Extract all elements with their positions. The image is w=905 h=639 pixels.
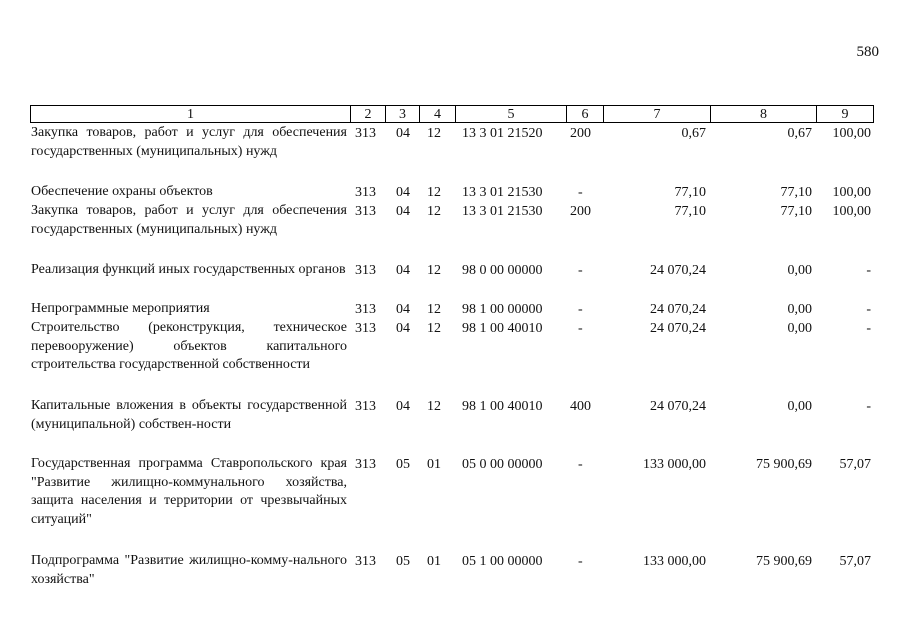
row-c2: 313 (355, 399, 376, 414)
row-c9: 57,07 (839, 457, 871, 472)
row-c7: 133 000,00 (643, 554, 706, 569)
row-c4: 12 (427, 185, 441, 200)
row-c6: 200 (570, 126, 591, 141)
row-c9: - (866, 399, 871, 414)
row-c2: 313 (355, 554, 376, 569)
row-c8: 75 900,69 (756, 554, 812, 569)
row-c9: - (866, 302, 871, 317)
row-c4: 01 (427, 554, 441, 569)
row-c4: 12 (427, 321, 441, 336)
row-c7: 133 000,00 (643, 457, 706, 472)
row-c9: 100,00 (832, 126, 871, 141)
row-c4: 12 (427, 204, 441, 219)
row-c7: 77,10 (674, 185, 706, 200)
row-c6: - (578, 302, 583, 317)
row-c3: 05 (396, 457, 410, 472)
row-c8: 0,67 (787, 126, 812, 141)
row-c2: 313 (355, 185, 376, 200)
row-c8: 0,00 (787, 302, 812, 317)
row-c4: 12 (427, 302, 441, 317)
header-cell-2: 2 (350, 105, 385, 123)
row-c3: 04 (396, 204, 410, 219)
row-c6: - (578, 457, 583, 472)
row-name: Закупка товаров, работ и услуг для обеспечения государственных (муниципальных) нужд (31, 203, 347, 237)
row-c9: 100,00 (832, 185, 871, 200)
row-c9: - (866, 321, 871, 336)
row-c7: 24 070,24 (650, 399, 706, 414)
row-c4: 01 (427, 457, 441, 472)
row-c8: 0,00 (787, 321, 812, 336)
header-cell-3: 3 (385, 105, 419, 123)
row-c3: 05 (396, 554, 410, 569)
row-name: Подпрограмма "Развитие жилищно-комму-нального хозяйства" (31, 553, 347, 587)
row-c5: 05 0 00 00000 (462, 457, 543, 472)
row-c8: 77,10 (780, 204, 812, 219)
row-name: Непрограммные мероприятия (31, 301, 210, 316)
row-c7: 77,10 (674, 204, 706, 219)
row-name: Капитальные вложения в объекты государственной (муниципальной) собствен-ности (31, 398, 347, 432)
header-cell-1: 1 (30, 105, 350, 123)
row-c6: 400 (570, 399, 591, 414)
row-c4: 12 (427, 399, 441, 414)
row-c2: 313 (355, 263, 376, 278)
row-name: Строительство (реконструкция, техническое перевооружение) объектов капитального строительства государственной собственности (31, 320, 347, 372)
row-c8: 0,00 (787, 263, 812, 278)
row-name: Государственная программа Ставропольского края "Развитие жилищно-коммунального хозяйства, защита населения и территории от чрезвычайных ситуаций" (31, 456, 347, 527)
page-number: 580 (856, 44, 879, 60)
row-name: Закупка товаров, работ и услуг для обеспечения государственных (муниципальных) нужд (31, 125, 347, 159)
row-c6: - (578, 263, 583, 278)
row-c2: 313 (355, 302, 376, 317)
row-c5: 05 1 00 00000 (462, 554, 543, 569)
row-c2: 313 (355, 126, 376, 141)
row-c5: 13 3 01 21530 (462, 185, 543, 200)
row-c2: 313 (355, 321, 376, 336)
row-c8: 0,00 (787, 399, 812, 414)
row-c9: 57,07 (839, 554, 871, 569)
row-c8: 77,10 (780, 185, 812, 200)
row-c5: 98 0 00 00000 (462, 263, 543, 278)
row-name: Обеспечение охраны объектов (31, 184, 213, 199)
row-c6: - (578, 321, 583, 336)
row-c7: 24 070,24 (650, 263, 706, 278)
row-c3: 04 (396, 399, 410, 414)
row-c7: 24 070,24 (650, 302, 706, 317)
row-c3: 04 (396, 126, 410, 141)
header-cell-7: 7 (603, 105, 710, 123)
row-c2: 313 (355, 457, 376, 472)
row-c5: 98 1 00 00000 (462, 302, 543, 317)
row-c5: 13 3 01 21520 (462, 126, 543, 141)
row-c7: 24 070,24 (650, 321, 706, 336)
header-cell-6: 6 (566, 105, 603, 123)
row-c5: 98 1 00 40010 (462, 399, 543, 414)
row-c6: - (578, 185, 583, 200)
row-c5: 98 1 00 40010 (462, 321, 543, 336)
row-c3: 04 (396, 302, 410, 317)
row-name: Реализация функций иных государственных органов (31, 262, 346, 277)
row-c3: 04 (396, 263, 410, 278)
row-c8: 75 900,69 (756, 457, 812, 472)
header-cell-9: 9 (816, 105, 874, 123)
row-c7: 0,67 (681, 126, 706, 141)
header-cell-5: 5 (455, 105, 566, 123)
header-cell-8: 8 (710, 105, 816, 123)
row-c2: 313 (355, 204, 376, 219)
row-c9: 100,00 (832, 204, 871, 219)
row-c4: 12 (427, 263, 441, 278)
row-c5: 13 3 01 21530 (462, 204, 543, 219)
row-c6: - (578, 554, 583, 569)
row-c4: 12 (427, 126, 441, 141)
row-c3: 04 (396, 185, 410, 200)
row-c3: 04 (396, 321, 410, 336)
row-c9: - (866, 263, 871, 278)
row-c6: 200 (570, 204, 591, 219)
header-cell-4: 4 (419, 105, 455, 123)
